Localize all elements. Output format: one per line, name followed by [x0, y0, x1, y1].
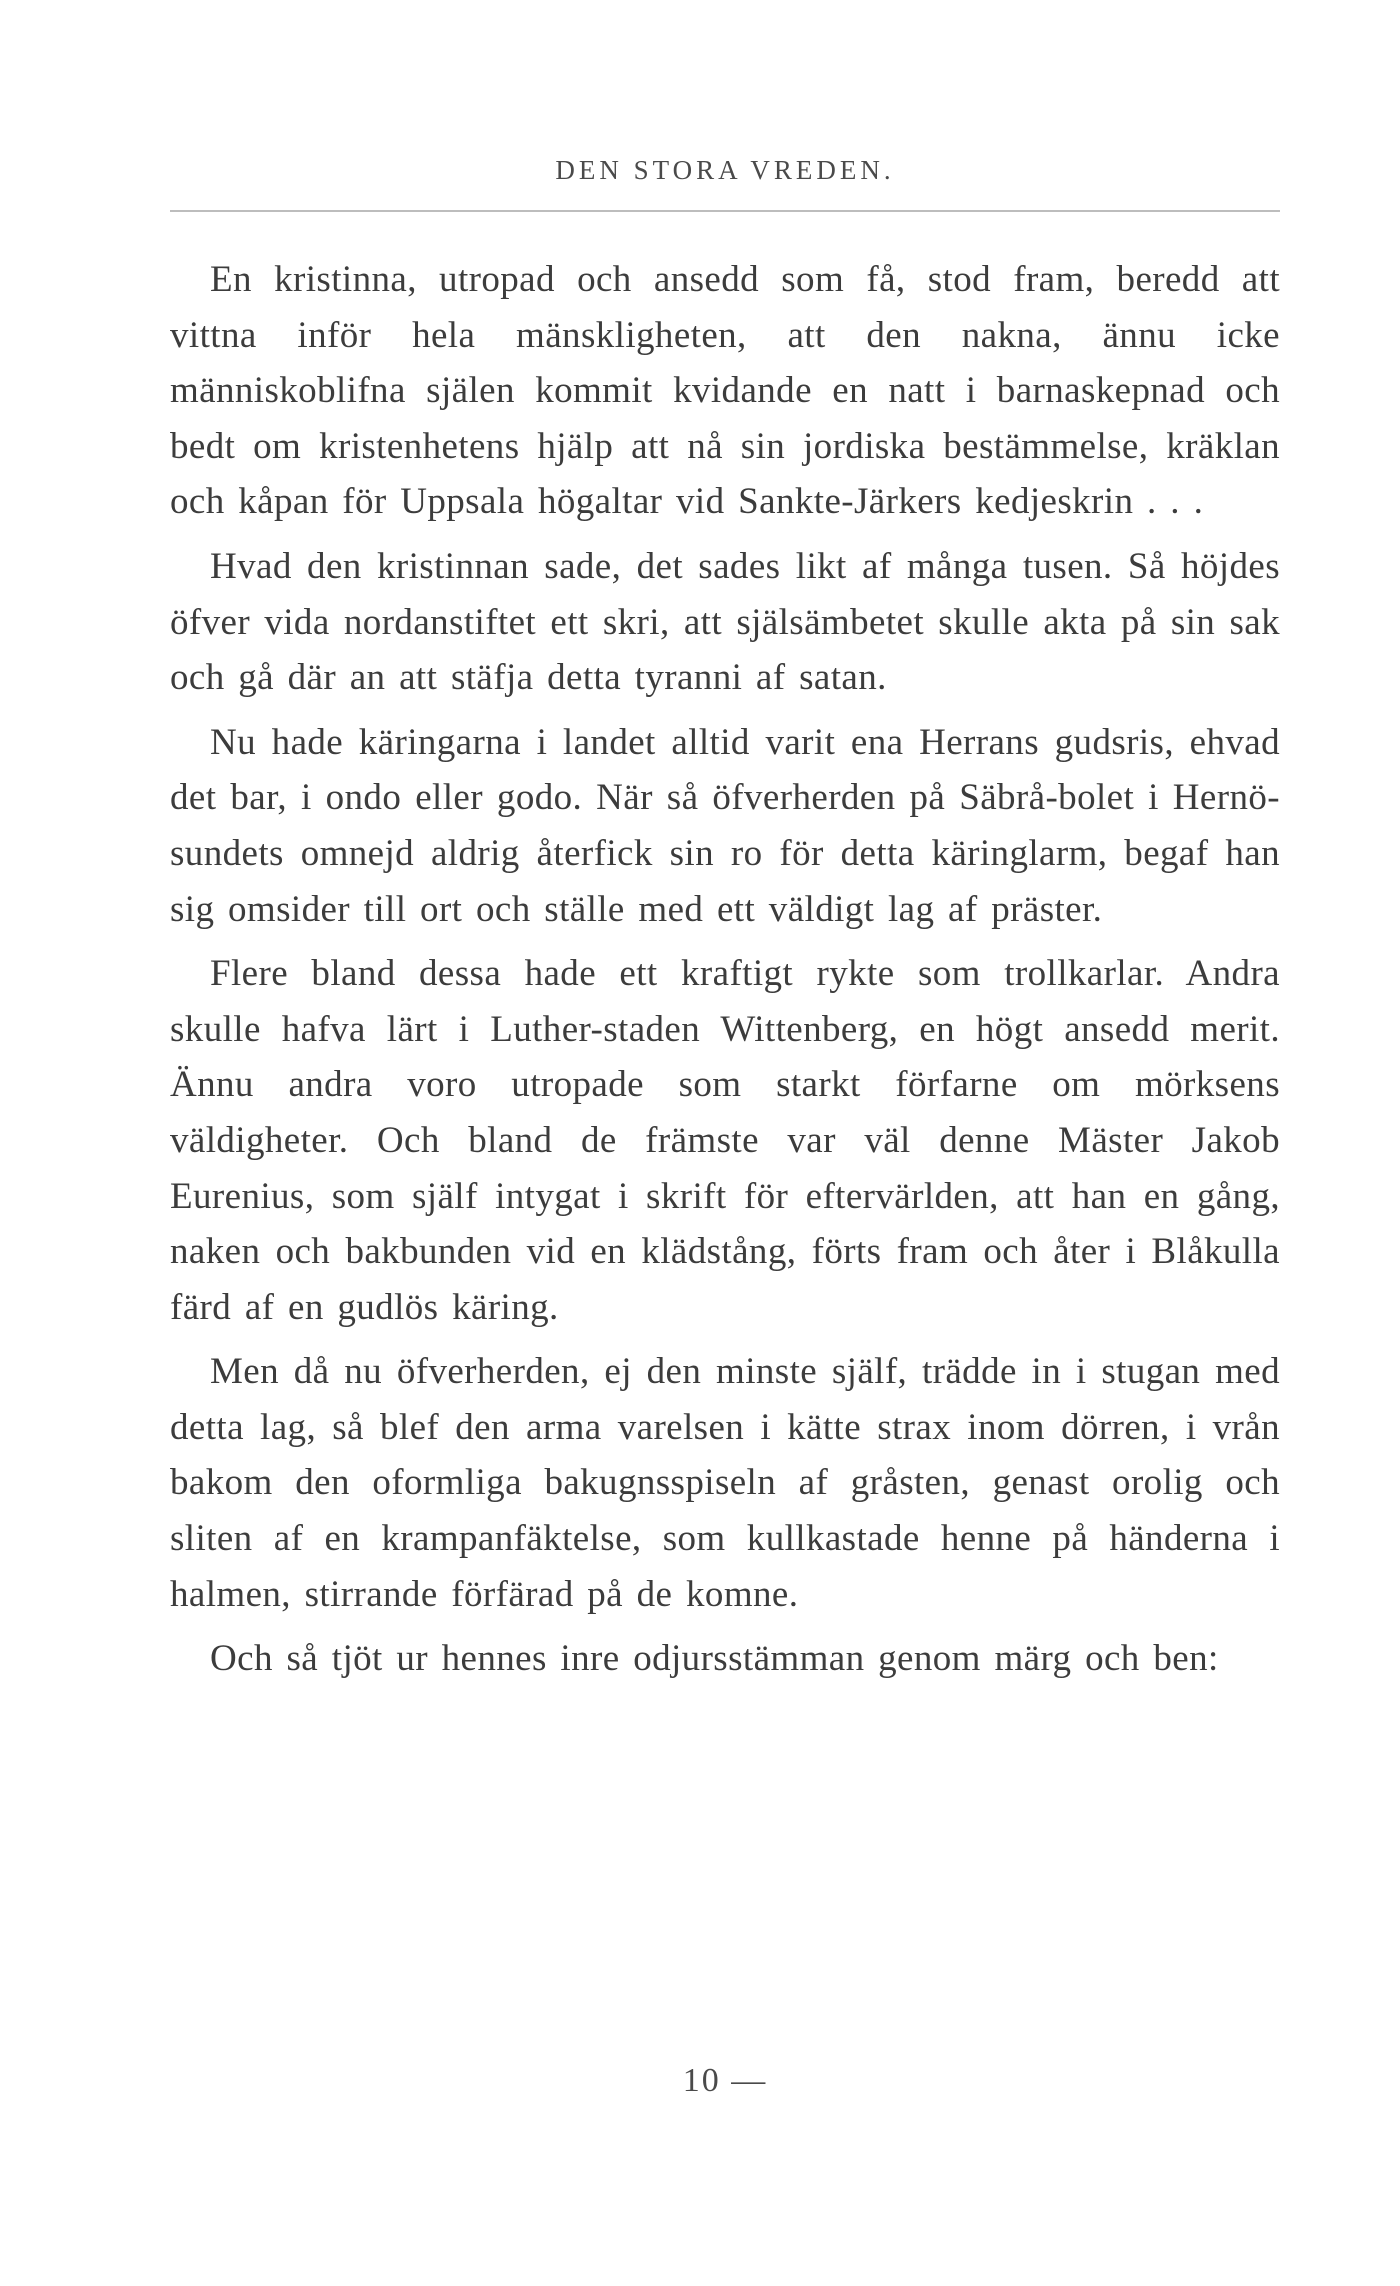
body-text [170, 252, 1280, 1696]
paragraph-6: Och så tjöt ur hennes inre odjursstämman genom märg och ben: [210, 1638, 1219, 1680]
paragraph-5: Men då nu öfverherden, ej den minste själf, trädde in i stugan med detta lag, så blef den arma varelsen i kätte strax inom dörren, i vrån bakom den oformliga bakugnsspiseln af gråsten, genast orolig och sliten af en krampanfäktelse, som kullkastade henne på händerna i halmen, stirrande förfärad på de komne. [170, 1351, 1280, 1615]
paragraph-1: En kristinna, utropad och ansedd som få, stod fram, beredd att vittna inför hela mänskligheten, att den nakna, ännu icke människoblifna själen kommit kvidande en natt i barnaskepnad och bedt om kristenhetens hjälp att nå sin jordiska bestämmelse, kräklan och kåpan för Uppsala högaltar vid Sankte-Järkers kedjeskrin . . . [170, 259, 1280, 523]
header-rule [170, 210, 1280, 212]
running-head: DEN STORA VREDEN. [555, 155, 895, 185]
paragraph-3: Nu hade käringarna i landet alltid varit ena Herrans gudsris, ehvad det bar, i ondo eller godo. När så öfverherden på Säbrå-bolet i Hernö-sundets omnejd aldrig återfick sin ro för detta käringlarm, begaf han sig omsider till ort och ställe med ett väldigt lag af präster. [170, 721, 1280, 930]
paragraph-2: Hvad den kristinnan sade, det sades likt af många tusen. Så höjdes öfver vida nordanstiftet ett skri, att själsämbetet skulle akta på sin sak och gå där an att stäfja detta tyranni af satan. [170, 545, 1280, 699]
page-number: 10 — [682, 2062, 768, 2099]
paragraph-4: Flere bland dessa hade ett kraftigt rykte som trollkarlar. Andra skulle hafva lärt i Luther-staden Wittenberg, en högt ansedd merit. Ännu andra voro utropade som starkt förfarne om mörksens väldigheter. Och bland de främste var väl denne Mäster Jakob Eurenius, som själf intygat i skrift för eftervärlden, att han en gång, naken och bakbunden vid en klädstång, förts fram och åter i Blåkulla färd af en gudlös käring. [170, 953, 1280, 1328]
